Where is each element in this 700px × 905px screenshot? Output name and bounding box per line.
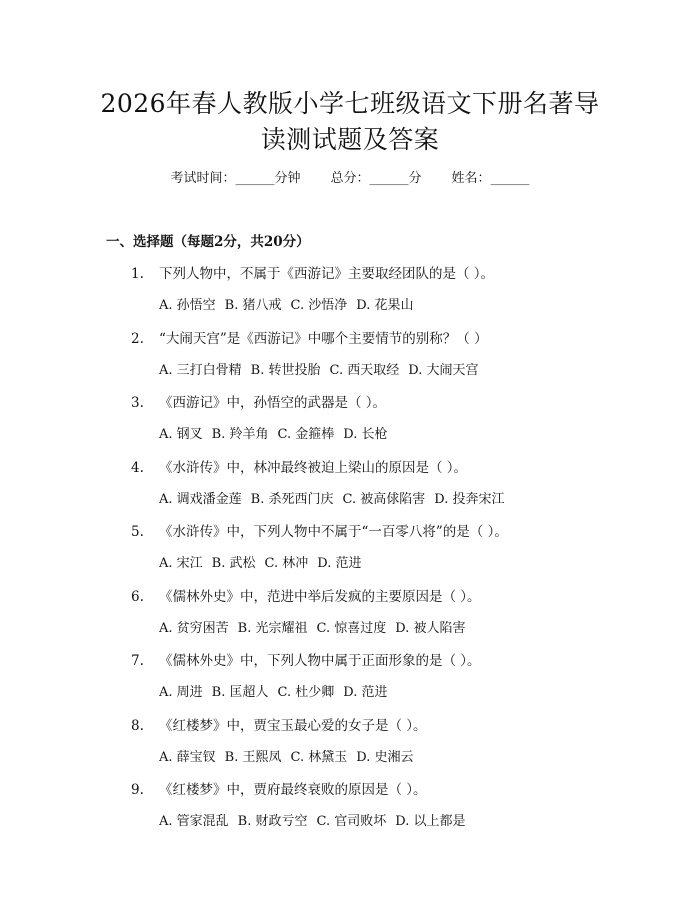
question-text: 下列人物中，不属于《西游记》主要取经团队的是（ ）。 (159, 266, 495, 282)
option-c: C. 林冲 (264, 556, 309, 571)
option-c: C. 西天取经 (329, 362, 400, 378)
option-a: A. 调戏潘金莲 (159, 491, 242, 507)
option-d: D. 范进 (343, 685, 388, 700)
question-item (131, 778, 427, 798)
question-number: 7. (131, 653, 144, 669)
option-b: B. 武松 (211, 556, 256, 571)
question-text: 《红楼梦》中，贾宝玉最心爱的女子是（ ）。 (159, 717, 427, 734)
question-options (159, 681, 396, 700)
question-text: 《水浒传》中，下列人物中不属于“一百零八将”的是（ ）。 (159, 524, 508, 540)
option-b: B. 财政亏空 (237, 814, 308, 829)
option-a: A. 薛宝钗 (159, 749, 216, 765)
option-c: C. 金箍棒 (277, 427, 335, 442)
option-c: C. 沙悟净 (290, 298, 348, 313)
question-options (159, 359, 487, 378)
option-b: B. 匡超人 (211, 685, 269, 700)
section-heading: 一、选择题（每题2分，共20分） (106, 234, 310, 250)
exam-time: 考试时间：______分钟 (170, 171, 301, 186)
question-number: 1. (131, 266, 144, 282)
option-d: D. 投奔宋江 (434, 491, 505, 507)
option-c: C. 官司败坏 (316, 814, 387, 829)
option-b: B. 杀死西门庆 (250, 491, 334, 507)
option-a: A. 周进 (159, 685, 203, 700)
question-number: 8. (131, 717, 144, 734)
option-a: A. 宋江 (159, 556, 203, 571)
option-b: B. 转世投胎 (250, 362, 321, 378)
question-options (159, 810, 474, 829)
option-a: A. 贫穷困苦 (159, 620, 229, 636)
question-item (131, 456, 467, 476)
question-options (159, 552, 370, 571)
question-number: 3. (131, 395, 144, 411)
question-number: 5. (131, 524, 144, 540)
question-item (131, 649, 481, 669)
title-line-1: 2026年春人教版小学七班级语文下册名著导 (100, 89, 600, 118)
question-number: 6. (131, 588, 144, 605)
option-d: D. 以上都是 (395, 814, 466, 829)
question-item (131, 585, 481, 605)
option-c: C. 杜少卿 (277, 685, 335, 700)
option-d: D. 史湘云 (356, 749, 414, 765)
question-item (131, 714, 427, 734)
question-item (131, 391, 386, 411)
option-d: D. 被人陷害 (395, 620, 466, 636)
option-c: C. 被高俅陷害 (342, 491, 426, 507)
question-number: 4. (131, 459, 144, 476)
option-c: C. 惊喜过度 (316, 620, 387, 636)
question-options (159, 746, 422, 765)
question-text: 《红楼梦》中，贾府最终衰败的原因是（ ）。 (159, 782, 427, 798)
question-item (131, 520, 508, 540)
option-d: D. 花果山 (356, 298, 414, 313)
question-options (159, 617, 474, 636)
exam-name: 姓名：______ (451, 171, 530, 186)
question-text: 《儒林外史》中，范进中举后发疯的主要原因是（ ）。 (159, 588, 481, 605)
option-a: A. 三打白骨精 (159, 362, 242, 378)
exam-meta (0, 167, 700, 186)
exam-total-score: 总分：______分 (330, 171, 422, 186)
question-text: 《西游记》中，孙悟空的武器是（ ）。 (159, 395, 387, 411)
option-d: D. 范进 (317, 556, 362, 571)
option-b: B. 猪八戒 (224, 298, 282, 313)
question-item (131, 262, 494, 282)
question-options (159, 423, 396, 442)
question-number: 9. (131, 782, 144, 798)
question-text: “大闹天宫”是《西游记》中哪个主要情节的别称？（ ） (159, 330, 488, 347)
question-number: 2. (131, 330, 144, 347)
question-options (159, 488, 513, 507)
option-b: B. 王熙凤 (224, 749, 282, 765)
question-options (159, 294, 422, 313)
option-d: D. 长枪 (343, 427, 388, 442)
option-b: B. 光宗耀祖 (237, 620, 308, 636)
option-b: B. 羚羊角 (211, 427, 269, 442)
option-a: A. 孙悟空 (159, 298, 216, 313)
question-text: 《儒林外史》中，下列人物中属于正面形象的是（ ）。 (159, 653, 481, 669)
question-text: 《水浒传》中，林冲最终被迫上梁山的原因是（ ）。 (159, 459, 468, 476)
option-c: C. 林黛玉 (290, 749, 348, 765)
option-a: A. 管家混乱 (159, 814, 229, 829)
option-a: A. 钢叉 (159, 427, 203, 442)
question-item (131, 327, 488, 347)
option-d: D. 大闹天宫 (408, 362, 479, 378)
title-line-2: 读测试题及答案 (260, 125, 440, 154)
